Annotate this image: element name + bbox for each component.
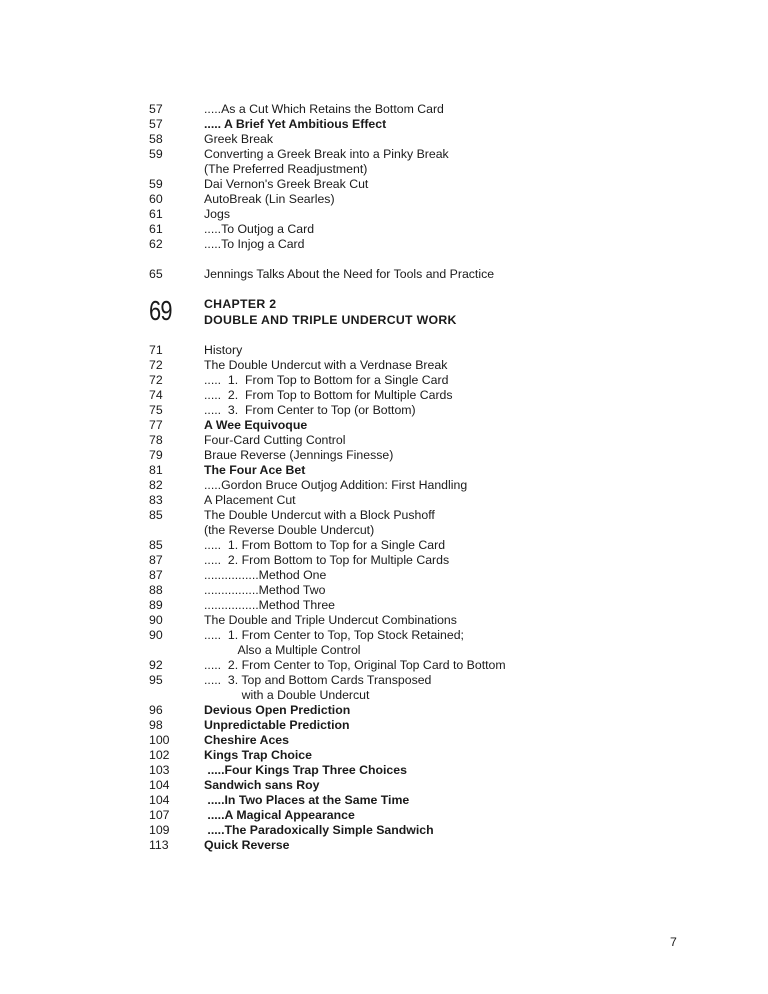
- toc-entry-title: .....Gordon Bruce Outjog Addition: First Handling: [204, 478, 468, 492]
- toc-page-number: [149, 162, 204, 177]
- toc-entry-title: A Wee Equivoque: [204, 418, 308, 432]
- toc-page-number: 85: [149, 538, 163, 552]
- toc-entry: [149, 628, 709, 643]
- toc-entry: [149, 793, 709, 808]
- toc-entry: [149, 688, 709, 703]
- toc-page-number: 61: [149, 207, 163, 221]
- toc-page-number: 58: [149, 132, 163, 146]
- toc-page-number: 90: [149, 613, 163, 627]
- toc-entry-title: Kings Trap Choice: [204, 748, 312, 762]
- toc-page-number: 104: [149, 793, 170, 807]
- toc-page-number: 57: [149, 117, 163, 131]
- toc-page-number: 60: [149, 192, 163, 206]
- toc-entry: [149, 418, 709, 433]
- toc-page-number: 87: [149, 568, 163, 582]
- toc-page-number: 96: [149, 703, 163, 717]
- toc-entry-title: A Placement Cut: [204, 493, 296, 507]
- chapter-page-number: 69: [149, 295, 172, 326]
- toc-entry: [149, 162, 709, 177]
- toc-entry: [149, 222, 709, 237]
- toc-entry-title: (The Preferred Readjustment): [204, 162, 368, 176]
- toc-page-number: 113: [149, 838, 169, 852]
- toc-page-number: 87: [149, 553, 163, 567]
- chapter-label: CHAPTER 2: [204, 297, 277, 311]
- toc-entry: [149, 643, 709, 658]
- toc-entry-title: Quick Reverse: [204, 838, 290, 852]
- toc-entry-title: .....To Outjog a Card: [204, 222, 315, 236]
- toc-entry: [149, 718, 709, 733]
- toc-entry-title: Also a Multiple Control: [204, 643, 361, 657]
- toc-entry: [149, 673, 709, 688]
- toc-page-number: 57: [149, 102, 163, 116]
- toc-entry: [149, 568, 709, 583]
- toc-entry-title: .....To Injog a Card: [204, 237, 305, 251]
- toc-page-number: 98: [149, 718, 163, 732]
- toc-entry-title: ..... 3. Top and Bottom Cards Transposed: [204, 673, 432, 687]
- toc-list-part1: [149, 102, 709, 282]
- toc-entry: [149, 267, 709, 282]
- toc-page-number: 107: [149, 808, 170, 822]
- toc-entry: [149, 748, 709, 763]
- toc-entry: [149, 658, 709, 673]
- toc-entry: [149, 523, 709, 538]
- toc-entry-title: .....The Paradoxically Simple Sandwich: [204, 823, 434, 837]
- toc-page-number: 95: [149, 673, 163, 687]
- toc-page-number: 89: [149, 598, 163, 612]
- toc-entry: [149, 448, 709, 463]
- toc-page-number: 90: [149, 628, 163, 642]
- toc-entry-title: Unpredictable Prediction: [204, 718, 350, 732]
- toc-entry-title: Jogs: [204, 207, 230, 221]
- toc-entry: [149, 433, 709, 448]
- toc-entry: [149, 583, 709, 598]
- toc-page-number: 61: [149, 222, 163, 236]
- toc-entry-title: Jennings Talks About the Need for Tools and Practice: [204, 267, 495, 281]
- chapter-title: DOUBLE AND TRIPLE UNDERCUT WORK: [204, 313, 457, 327]
- toc-entry-title: Sandwich sans Roy: [204, 778, 320, 792]
- toc-entry-title: ..... 3. From Center to Top (or Bottom): [204, 403, 416, 417]
- toc-page-number: 59: [149, 177, 163, 191]
- toc-page-number: 72: [149, 358, 163, 372]
- toc-entry-title: Four-Card Cutting Control: [204, 433, 346, 447]
- toc-entry: [149, 237, 709, 252]
- toc-page-number: 77: [149, 418, 163, 432]
- toc-entry: [149, 823, 709, 838]
- toc-entry-title: ................Method Two: [204, 583, 326, 597]
- chapter-title-block: [204, 295, 457, 328]
- toc-page-number: 109: [149, 823, 170, 837]
- toc-entry-title: ..... 1. From Bottom to Top for a Single Card: [204, 538, 446, 552]
- toc-page-number: 72: [149, 373, 163, 387]
- toc-entry-title: ..... 2. From Center to Top, Original Top Card to Bottom: [204, 658, 506, 672]
- toc-entry: [149, 598, 709, 613]
- toc-page-number: 59: [149, 147, 163, 161]
- toc-entry: [149, 538, 709, 553]
- toc-entry-title: with a Double Undercut: [204, 688, 370, 702]
- toc-entry-title: History: [204, 343, 243, 357]
- toc-entry-title: Converting a Greek Break into a Pinky Break: [204, 147, 449, 161]
- toc-entry: [149, 493, 709, 508]
- toc-entry: [149, 177, 709, 192]
- toc-entry-title: .....As a Cut Which Retains the Bottom Card: [204, 102, 444, 116]
- toc-entry: [149, 102, 709, 117]
- toc-entry-title: Devious Open Prediction: [204, 703, 351, 717]
- toc-entry: [149, 373, 709, 388]
- chapter-heading: [149, 295, 709, 328]
- toc-spacer: [149, 252, 709, 267]
- toc-entry: [149, 778, 709, 793]
- toc-entry: [149, 763, 709, 778]
- toc-page-number: 85: [149, 508, 163, 522]
- toc-entry: [149, 463, 709, 478]
- toc-page-number: 92: [149, 658, 163, 672]
- toc-entry-title: The Double Undercut with a Block Pushoff: [204, 508, 435, 522]
- toc-entry: [149, 358, 709, 373]
- toc-entry: [149, 613, 709, 628]
- toc-entry-title: The Double and Triple Undercut Combinations: [204, 613, 457, 627]
- toc-entry: [149, 117, 709, 132]
- toc-page-number: 81: [149, 463, 163, 477]
- toc-entry: [149, 508, 709, 523]
- toc-entry-title: Dai Vernon's Greek Break Cut: [204, 177, 369, 191]
- toc-entry: [149, 808, 709, 823]
- toc-page-number: 103: [149, 763, 170, 777]
- toc-entry-title: ..... 2. From Top to Bottom for Multiple Cards: [204, 388, 453, 402]
- toc-entry-title: The Double Undercut with a Verdnase Break: [204, 358, 448, 372]
- toc-entry-title: Braue Reverse (Jennings Finesse): [204, 448, 394, 462]
- toc-entry: [149, 403, 709, 418]
- toc-entry-title: Greek Break: [204, 132, 274, 146]
- toc-page-number: [149, 688, 204, 703]
- toc-entry-title: ................Method One: [204, 568, 327, 582]
- toc-page-number: 102: [149, 748, 170, 762]
- toc-entry: [149, 838, 709, 853]
- toc-page-number: 65: [149, 267, 163, 281]
- toc-entry-title: .....Four Kings Trap Three Choices: [204, 763, 407, 777]
- toc-entry: [149, 343, 709, 358]
- toc-entry: [149, 388, 709, 403]
- toc-entry: [149, 703, 709, 718]
- toc-entry-title: AutoBreak (Lin Searles): [204, 192, 335, 206]
- toc-page-number: [149, 643, 204, 658]
- toc-page-number: 100: [149, 733, 170, 747]
- page-number: 7: [670, 935, 677, 949]
- toc-entry-title: .....A Magical Appearance: [204, 808, 355, 822]
- toc-entry: [149, 553, 709, 568]
- toc-page-number: [149, 523, 204, 538]
- toc-page-number: 83: [149, 493, 163, 507]
- toc-entry: [149, 207, 709, 222]
- toc-entry: [149, 147, 709, 162]
- toc-page-number: 88: [149, 583, 163, 597]
- toc-entry-title: ................Method Three: [204, 598, 335, 612]
- toc-entry: [149, 192, 709, 207]
- toc-page-number: 62: [149, 237, 163, 251]
- toc-entry-title: ..... 1. From Center to Top, Top Stock Retained;: [204, 628, 464, 642]
- toc-list-part2: [149, 343, 709, 853]
- toc-page-number: 71: [149, 343, 163, 357]
- toc-page-number: 78: [149, 433, 163, 447]
- toc-page-number: 82: [149, 478, 163, 492]
- toc-entry: [149, 478, 709, 493]
- toc-page-number: 75: [149, 403, 163, 417]
- toc-page-number: 74: [149, 388, 163, 402]
- toc-entry: [149, 132, 709, 147]
- toc-entry-title: ..... 2. From Bottom to Top for Multiple Cards: [204, 553, 450, 567]
- toc-entry-title: The Four Ace Bet: [204, 463, 306, 477]
- toc-page-number: 104: [149, 778, 170, 792]
- toc-entry-title: (the Reverse Double Undercut): [204, 523, 375, 537]
- toc-entry-title: ..... A Brief Yet Ambitious Effect: [204, 117, 387, 131]
- toc-entry: [149, 733, 709, 748]
- toc-page-number: 79: [149, 448, 163, 462]
- toc-entry-title: ..... 1. From Top to Bottom for a Single Card: [204, 373, 449, 387]
- toc-entry-title: .....In Two Places at the Same Time: [204, 793, 410, 807]
- toc-entry-title: Cheshire Aces: [204, 733, 289, 747]
